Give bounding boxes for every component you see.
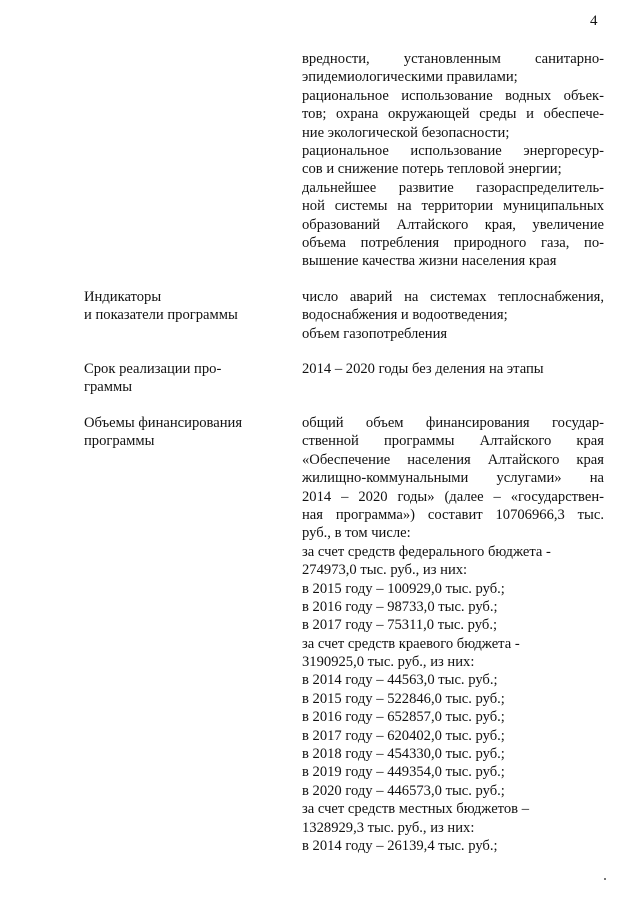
text-line: в 2016 году – 98733,0 тыс. руб.;: [302, 598, 498, 615]
text-line: число аварий на системах теплоснабжения,: [302, 289, 604, 305]
text-line: «Обеспечение населения Алтайского края: [302, 451, 604, 468]
text-line: в 2014 году – 44563,0 тыс. руб.;: [302, 672, 498, 689]
text-line: ственной программы Алтайского края: [302, 433, 604, 450]
scan-speck: [604, 878, 606, 880]
text-line: за счет средств федерального бюджета -: [302, 543, 551, 560]
label-line: Объемы финансирования: [84, 415, 243, 431]
text-line: сов и снижение потерь тепловой энергии;: [302, 161, 562, 178]
text-line: 2014 – 2020 годы» (далее – «государствен-: [302, 488, 604, 505]
text-line: 2014 – 2020 годы без деления на этапы: [302, 361, 544, 377]
text-line: за счет средств краевого бюджета -: [302, 635, 520, 652]
text-line: ние экологической безопасности;: [302, 124, 510, 141]
text-line: жилищно-коммунальными услугами» на: [302, 470, 604, 487]
goals-continuation-text: [302, 50, 604, 271]
text-line: руб., в том числе:: [302, 525, 411, 542]
label-line: Срок реализации про-: [84, 361, 222, 377]
text-line: эпидемиологическими правилами;: [302, 69, 518, 86]
text-line: в 2016 году – 652857,0 тыс. руб.;: [302, 709, 505, 726]
label-line: Индикаторы: [84, 289, 162, 305]
text-line: дальнейшее развитие газораспределитель-: [302, 179, 604, 196]
text-line: в 2017 году – 75311,0 тыс. руб.;: [302, 617, 498, 634]
text-line: 1328929,3 тыс. руб., из них:: [302, 819, 475, 836]
text-line: рациональное использование энергоресур-: [302, 142, 604, 159]
text-line: объема потребления природного газа, по-: [302, 234, 604, 251]
text-line: в 2017 году – 620402,0 тыс. руб.;: [302, 727, 505, 744]
text-line: вышение качества жизни населения края: [302, 253, 557, 270]
indicators-text: [302, 288, 604, 343]
text-line: ной системы на территории муниципальных: [302, 198, 604, 215]
text-line: 274973,0 тыс. руб., из них:: [302, 562, 468, 579]
text-line: в 2015 году – 522846,0 тыс. руб.;: [302, 690, 505, 707]
text-line: рациональное использование водных объек-: [302, 87, 604, 104]
term-label: [84, 360, 279, 397]
page-number: 4: [590, 13, 598, 29]
term-text: [302, 360, 604, 378]
text-line: образований Алтайского края, увеличение: [302, 216, 604, 233]
label-line: граммы: [84, 379, 133, 396]
text-line: за счет средств местных бюджетов –: [302, 801, 529, 818]
text-line: в 2014 году – 26139,4 тыс. руб.;: [302, 837, 498, 854]
text-line: в 2020 году – 446573,0 тыс. руб.;: [302, 782, 505, 799]
text-line: вредности, установленным санитарно-: [302, 51, 604, 67]
text-line: ная программа») составит 10706966,3 тыс.: [302, 506, 604, 523]
indicators-label: [84, 288, 279, 325]
text-line: в 2019 году – 449354,0 тыс. руб.;: [302, 764, 505, 781]
text-line: водоснабжения и водоотведения;: [302, 307, 508, 324]
label-line: и показатели программы: [84, 307, 238, 324]
text-line: общий объем финансирования государ-: [302, 415, 604, 431]
text-line: объем газопотребления: [302, 325, 448, 342]
text-line: в 2015 году – 100929,0 тыс. руб.;: [302, 580, 505, 597]
finance-label: [84, 414, 279, 451]
label-line: программы: [84, 433, 155, 450]
finance-text: [302, 414, 604, 855]
text-line: 3190925,0 тыс. руб., из них:: [302, 654, 475, 671]
text-line: тов; охрана окружающей среды и обеспече-: [302, 106, 604, 123]
text-line: в 2018 году – 454330,0 тыс. руб.;: [302, 746, 505, 763]
